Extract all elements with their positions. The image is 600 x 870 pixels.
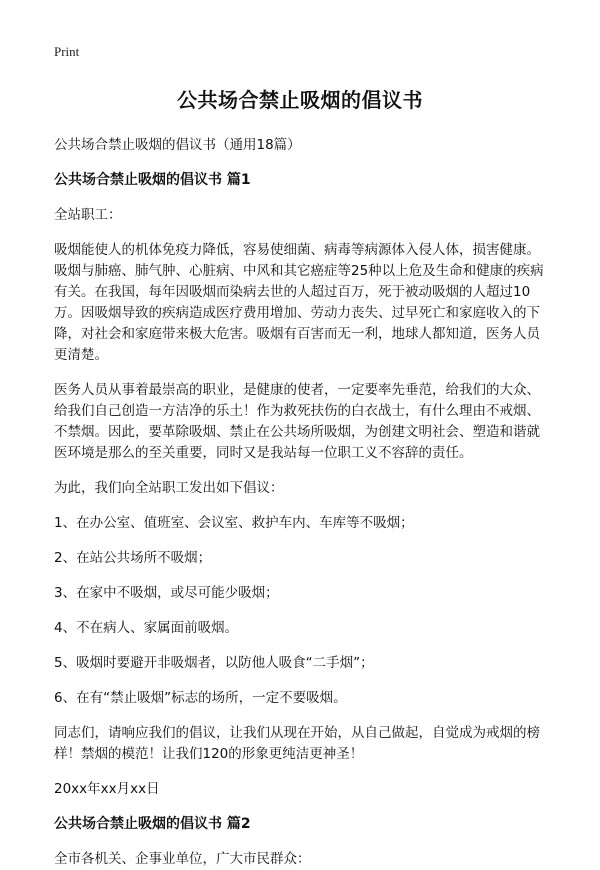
proposal-list	[54, 513, 546, 709]
paragraph-1: 吸烟能使人的机体免疫力降低，容易使细菌、病毒等病源体入侵人体，损害健康。吸烟与肺癌、肺气肿、心脏病、中风和其它癌症等25种以上危及生命和健康的疾病有关。在我国，每年因吸烟而染病去世的人超过百万，死于被动吸烟的人超过10万。因吸烟导致的疾病造成医疗费用增加、劳动力丧失、过早死亡和家庭收入的下降，对社会和家庭带来极大危害。吸烟有百害而无一利，地球人都知道，医务人员更清楚。	[54, 242, 544, 363]
list-item: 2、在站公共场所不吸烟；	[54, 550, 212, 566]
greeting-2: 全市各机关、企事业单位，广大市民群众：	[54, 851, 311, 867]
page-title: 公共场合禁止吸烟的倡议书	[177, 88, 423, 112]
paragraph-3: 为此，我们向全站职工发出如下倡议：	[54, 480, 284, 496]
list-item: 6、在有“禁止吸烟”标志的场所，一定不要吸烟。	[54, 690, 347, 706]
document-date: 20xx年xx月xx日	[54, 781, 160, 797]
paragraph-2: 医务人员从事着最崇高的职业，是健康的使者，一定要率先垂范，给我们的大众、给我们自己创造一方洁净的乐土！作为救死扶伤的白衣战士，有什么理由不戒烟、不禁烟。因此，要革除吸烟、禁止在公共场所吸烟，为创建文明社会、塑造和谐就医环境是那么的至关重要，同时又是我站每一位职工义不容辞的责任。	[54, 382, 540, 461]
list-item: 4、不在病人、家属面前吸烟。	[54, 620, 239, 636]
list-item: 1、在办公室、值班室、会议室、救护车内、车库等不吸烟；	[54, 515, 414, 531]
list-item: 5、吸烟时要避开非吸烟者，以防他人吸食“二手烟”；	[54, 655, 374, 671]
greeting-1: 全站职工：	[54, 207, 122, 223]
section-title-2: 公共场合禁止吸烟的倡议书 篇2	[54, 816, 251, 832]
document-subtitle: 公共场合禁止吸烟的倡议书（通用18篇）	[54, 137, 301, 153]
section-title-1: 公共场合禁止吸烟的倡议书 篇1	[54, 172, 251, 188]
print-label[interactable]: Print	[54, 44, 80, 59]
list-item: 3、在家中不吸烟，或尽可能少吸烟；	[54, 585, 279, 601]
paragraph-4: 同志们，请响应我们的倡议，让我们从现在开始，从自己做起，自觉成为戒烟的榜样！禁烟的模范！让我们120的形象更纯洁更神圣！	[54, 725, 540, 762]
